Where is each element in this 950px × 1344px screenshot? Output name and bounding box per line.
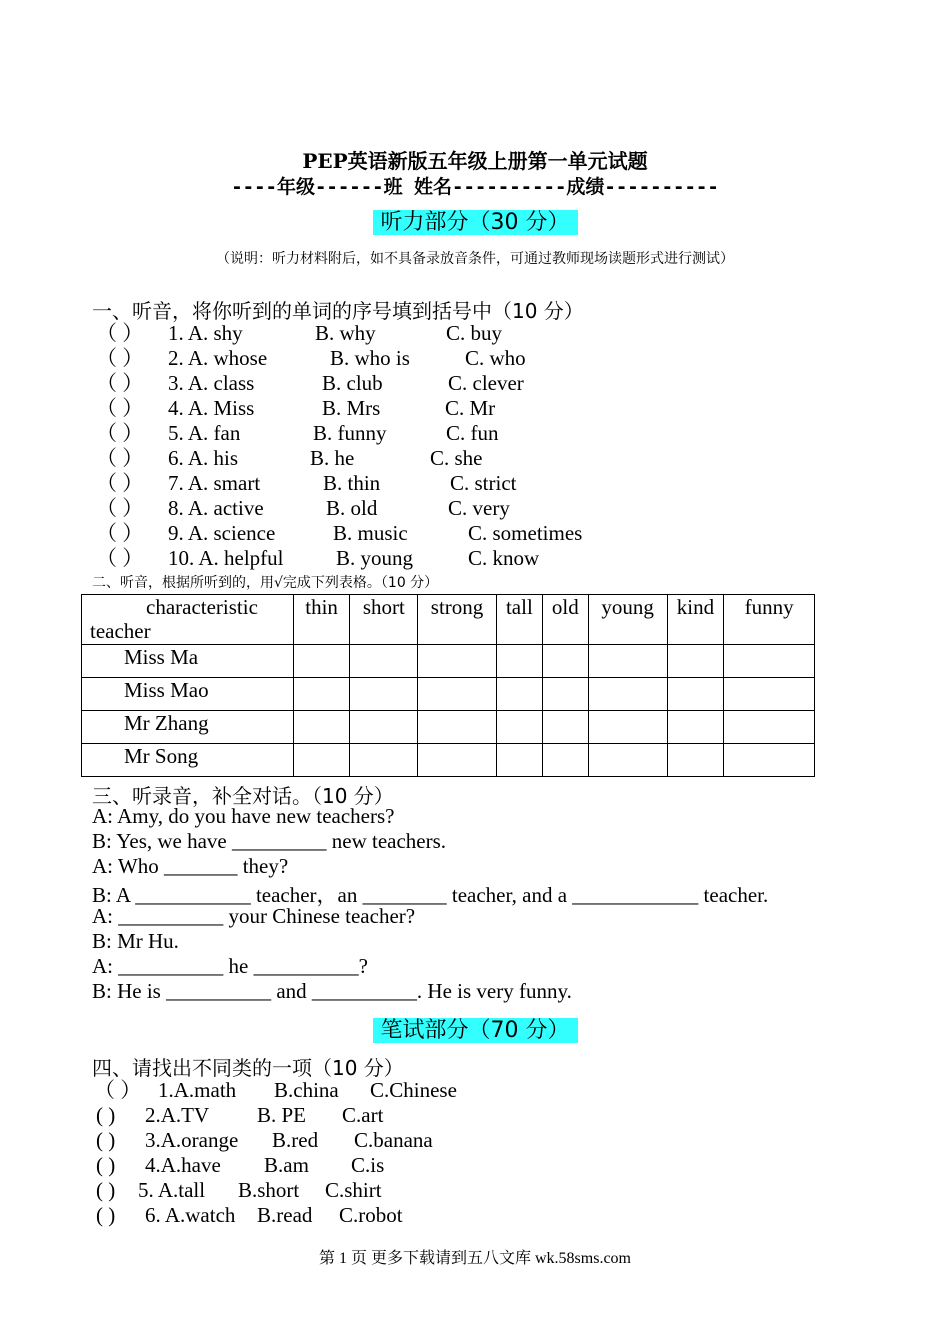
- part1-heading: 一、听音，将你听到的单词的序号填到括号中（10 分）: [92, 299, 584, 323]
- option-c: C. know: [468, 546, 540, 570]
- option-a: 9. A. science: [168, 521, 276, 545]
- answer-paren[interactable]: ( ): [96, 1203, 116, 1227]
- option-a: 3. A. class: [168, 371, 255, 395]
- answer-paren[interactable]: （ ）: [96, 546, 144, 570]
- option-b: B. Mrs: [322, 396, 381, 420]
- column-header: young: [588, 595, 667, 645]
- option-c: C. very: [448, 496, 510, 520]
- option-c: C.shirt: [325, 1178, 382, 1202]
- writing-section-label: 笔试部分（70 分）: [373, 1018, 578, 1043]
- table-cell[interactable]: [588, 744, 667, 777]
- dialogue-line[interactable]: A: Who _______ they?: [92, 854, 289, 878]
- option-b: B. PE: [257, 1103, 307, 1127]
- answer-paren[interactable]: （ ）: [96, 471, 144, 495]
- dialogue-line[interactable]: B: Yes, we have _________ new teachers.: [92, 829, 447, 853]
- option-a: 5. A.tall: [138, 1178, 206, 1202]
- table-cell[interactable]: [350, 678, 418, 711]
- table-cell[interactable]: [496, 645, 542, 678]
- student-info-line: ----年级------班 姓名----------成绩----------: [231, 176, 719, 198]
- table-cell[interactable]: [667, 711, 723, 744]
- table-cell[interactable]: [543, 744, 588, 777]
- answer-paren[interactable]: （ ）: [96, 496, 144, 520]
- dialogue-line[interactable]: B: He is __________ and __________. He is very funny.: [92, 979, 572, 1003]
- column-header: strong: [418, 595, 496, 645]
- answer-paren[interactable]: （ ）: [96, 346, 144, 370]
- option-c: C.robot: [339, 1203, 403, 1227]
- table-cell[interactable]: [496, 744, 542, 777]
- option-b: B. who is: [330, 346, 410, 370]
- option-b: B. thin: [323, 471, 381, 495]
- row-header: Miss Ma: [82, 645, 294, 678]
- table-cell[interactable]: [418, 678, 496, 711]
- answer-paren[interactable]: （ ）: [96, 396, 144, 420]
- listening-section-label: 听力部分（30 分）: [373, 210, 578, 235]
- option-c: C. strict: [450, 471, 517, 495]
- table-cell[interactable]: [543, 645, 588, 678]
- dialogue-line[interactable]: A: __________ he __________?: [92, 954, 368, 978]
- answer-paren[interactable]: （ ）: [96, 446, 144, 470]
- option-c: C. Mr: [445, 396, 496, 420]
- option-b: B. why: [315, 321, 376, 345]
- table-cell[interactable]: [418, 744, 496, 777]
- dialogue-line[interactable]: A: __________ your Chinese teacher?: [92, 904, 416, 928]
- row-header: Mr Song: [82, 744, 294, 777]
- option-a: 8. A. active: [168, 496, 264, 520]
- table-cell[interactable]: [350, 645, 418, 678]
- answer-paren[interactable]: ( ): [96, 1178, 116, 1202]
- column-header: funny: [724, 595, 815, 645]
- table-cell[interactable]: [293, 744, 349, 777]
- part2-heading: 二、听音，根据所听到的，用√完成下列表格。（10 分）: [92, 575, 439, 591]
- table-cell[interactable]: [667, 645, 723, 678]
- option-a: 6. A. his: [168, 446, 239, 470]
- option-a: 2.A.TV: [145, 1103, 210, 1127]
- writing-section-band: [0, 1013, 950, 1044]
- table-row: [82, 711, 815, 744]
- option-c: C.banana: [354, 1128, 433, 1152]
- option-a: 4.A.have: [145, 1153, 221, 1177]
- table-cell[interactable]: [350, 711, 418, 744]
- option-b: B. music: [333, 521, 408, 545]
- answer-paren[interactable]: （ ）: [96, 321, 144, 345]
- option-b: B.red: [272, 1128, 319, 1152]
- option-a: 7. A. smart: [168, 471, 261, 495]
- answer-paren[interactable]: ( ): [96, 1128, 116, 1152]
- answer-paren[interactable]: ( ): [96, 1153, 116, 1177]
- option-a: 5. A. fan: [168, 421, 241, 445]
- option-a: 2. A. whose: [168, 346, 268, 370]
- option-c: C. buy: [446, 321, 503, 345]
- table-cell[interactable]: [350, 744, 418, 777]
- listening-section-band: [0, 205, 950, 236]
- option-c: C.is: [351, 1153, 385, 1177]
- option-b: B. funny: [313, 421, 387, 445]
- corner-bottom-label: teacher: [90, 619, 151, 643]
- answer-paren[interactable]: ( ): [96, 1103, 116, 1127]
- option-a: 6. A.watch: [145, 1203, 236, 1227]
- table-cell[interactable]: [588, 711, 667, 744]
- table-cell[interactable]: [496, 711, 542, 744]
- answer-paren[interactable]: （ ）: [94, 1078, 142, 1102]
- table-cell[interactable]: [724, 678, 815, 711]
- answer-paren[interactable]: （ ）: [96, 371, 144, 395]
- table-cell[interactable]: [724, 744, 815, 777]
- option-b: B.am: [264, 1153, 309, 1177]
- option-a: 4. A. Miss: [168, 396, 255, 420]
- table-cell[interactable]: [293, 645, 349, 678]
- row-header: Mr Zhang: [82, 711, 294, 744]
- table-cell[interactable]: [724, 645, 815, 678]
- option-b: B. he: [310, 446, 355, 470]
- part3-heading: 三、听录音，补全对话。（10 分）: [92, 784, 394, 808]
- option-b: B. club: [322, 371, 383, 395]
- row-header: Miss Mao: [82, 678, 294, 711]
- dialogue-line[interactable]: B: A ___________ teacher，an ________ teacher, and a ____________ teacher.: [92, 883, 769, 907]
- dialogue-line: A: Amy, do you have new teachers?: [92, 804, 395, 828]
- option-b: B. young: [336, 546, 414, 570]
- answer-paren[interactable]: （ ）: [96, 521, 144, 545]
- table-cell[interactable]: [418, 711, 496, 744]
- option-a: 1. A. shy: [168, 321, 243, 345]
- option-a: 3.A.orange: [145, 1128, 239, 1152]
- column-header: thin: [293, 595, 349, 645]
- characteristic-table: [81, 594, 815, 777]
- table-cell[interactable]: [724, 711, 815, 744]
- table-cell[interactable]: [293, 711, 349, 744]
- dialogue-line: B: Mr Hu.: [92, 929, 179, 953]
- option-a: 10. A. helpful: [168, 546, 284, 570]
- corner-top-label: characteristic: [146, 595, 258, 619]
- table-corner-header: [82, 595, 294, 645]
- listening-note: （说明：听力材料附后，如不具备录放音条件，可通过教师现场读题形式进行测试）: [216, 251, 734, 267]
- column-header: short: [350, 595, 418, 645]
- option-b: B.china: [274, 1078, 339, 1102]
- table-cell[interactable]: [543, 711, 588, 744]
- table-cell[interactable]: [588, 678, 667, 711]
- page-title: PEP英语新版五年级上册第一单元试题: [302, 149, 648, 173]
- table-cell[interactable]: [293, 678, 349, 711]
- option-c: C. fun: [446, 421, 499, 445]
- answer-paren[interactable]: （ ）: [96, 421, 144, 445]
- table-cell[interactable]: [667, 744, 723, 777]
- option-c: C. sometimes: [468, 521, 583, 545]
- table-cell[interactable]: [667, 678, 723, 711]
- option-c: C. who: [465, 346, 526, 370]
- option-c: C. she: [430, 446, 483, 470]
- option-b: B.read: [257, 1203, 313, 1227]
- option-b: B.short: [238, 1178, 300, 1202]
- table-cell[interactable]: [418, 645, 496, 678]
- part4-heading: 四、请找出不同类的一项（10 分）: [92, 1056, 404, 1080]
- table-row: [82, 744, 815, 777]
- table-cell[interactable]: [588, 645, 667, 678]
- table-cell[interactable]: [496, 678, 542, 711]
- page-footer: 第 1 页 更多下载请到五八文库 wk.58sms.com: [318, 1250, 631, 1267]
- option-b: B. old: [326, 496, 378, 520]
- option-c: C.Chinese: [370, 1078, 457, 1102]
- table-row: [82, 645, 815, 678]
- option-a: 1.A.math: [158, 1078, 237, 1102]
- option-c: C.art: [342, 1103, 384, 1127]
- table-cell[interactable]: [543, 678, 588, 711]
- column-header: kind: [667, 595, 723, 645]
- table-row: [82, 678, 815, 711]
- column-header: old: [543, 595, 588, 645]
- option-c: C. clever: [448, 371, 524, 395]
- column-header: tall: [496, 595, 542, 645]
